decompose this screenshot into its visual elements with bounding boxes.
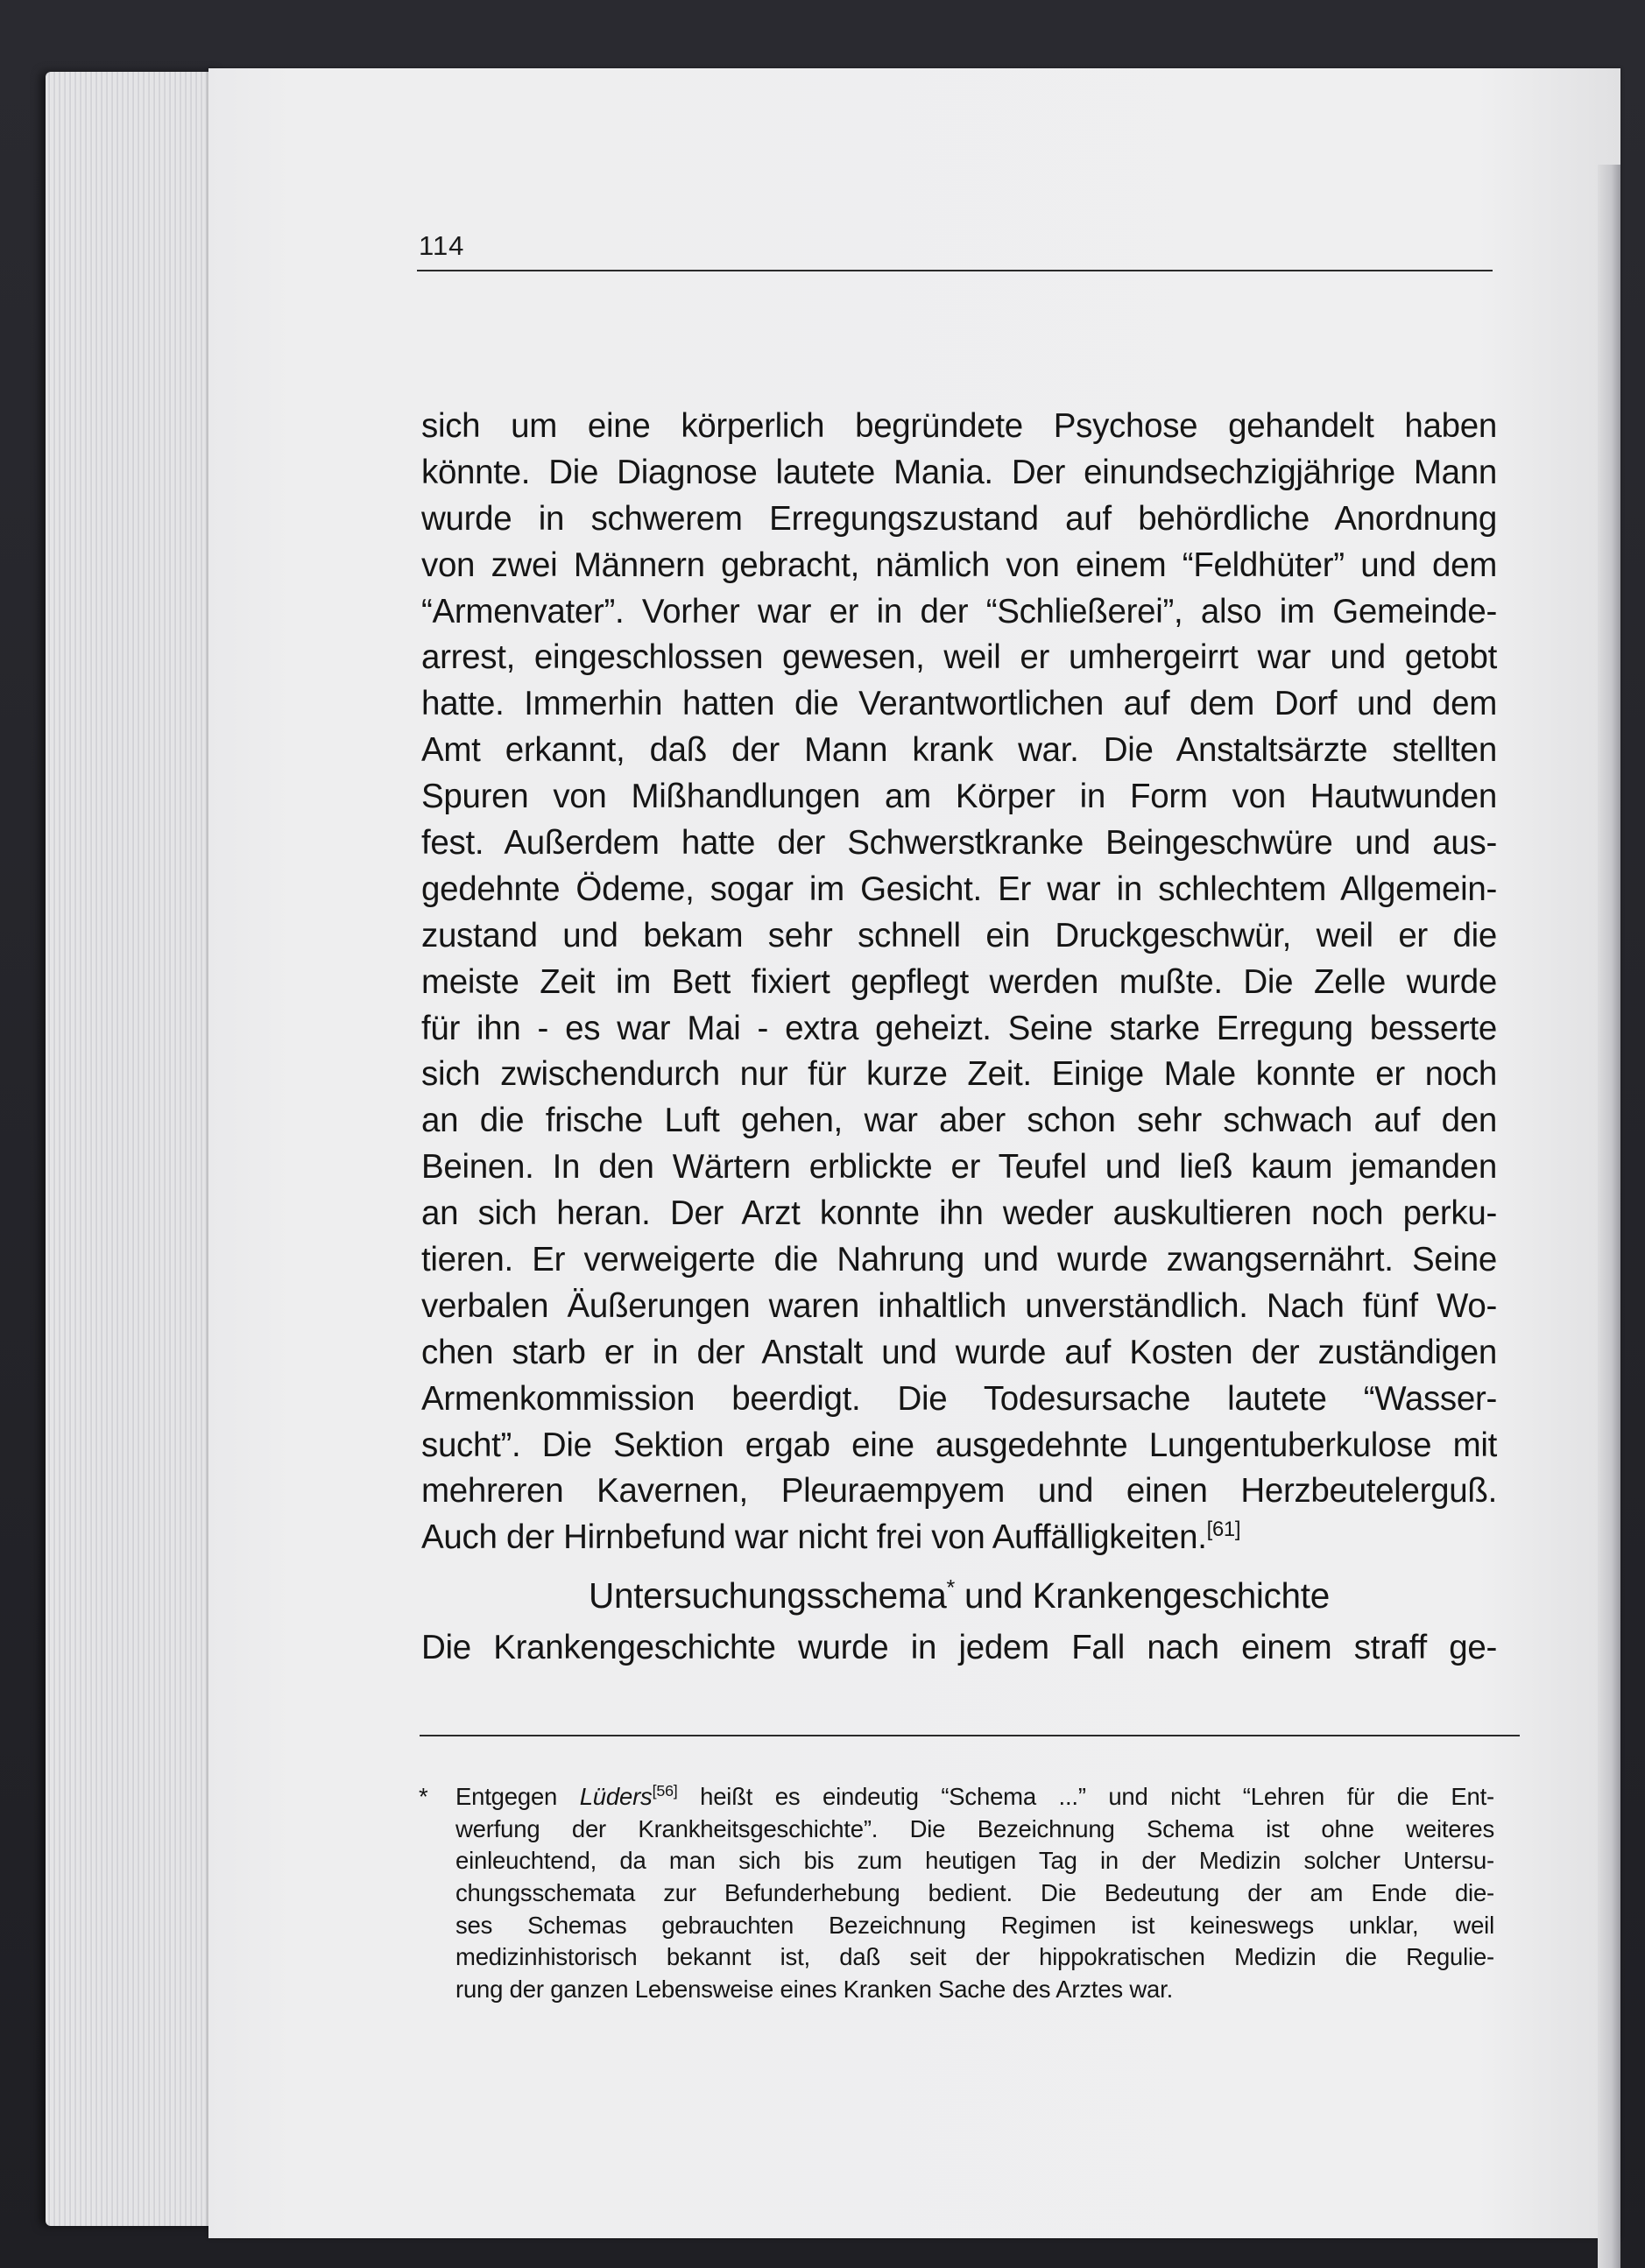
section-heading-part1: Untersuchungsschema	[589, 1575, 947, 1616]
text-line: von zwei Männern gebracht, nämlich von einem “Feldhüter” und dem	[421, 546, 1497, 584]
footnote-line: ses Schemas gebrauchten Bezeichnung Regimen ist keineswegs unklar, weil	[455, 1911, 1494, 1939]
footnote-line	[419, 1781, 1494, 1814]
reference-marker: [56]	[652, 1781, 678, 1800]
book-page	[208, 68, 1620, 2238]
footnote	[419, 1781, 1494, 2006]
text-line-last-content: Auch der Hirnbefund war nicht frei von Auffälligkeiten.	[421, 1518, 1207, 1557]
text-line: an sich heran. Der Arzt konnte ihn weder auskultieren noch perku-	[421, 1194, 1497, 1233]
text-line: Die Krankengeschichte wurde in jedem Fall nach einem straff ge-	[421, 1629, 1497, 1667]
footnote-mark: *	[419, 1783, 428, 1810]
header-rule	[417, 270, 1493, 271]
text-line: hatte. Immerhin hatten die Verantwortlichen auf dem Dorf und dem	[421, 685, 1497, 723]
text-line: an die frische Luft gehen, war aber schon sehr schwach auf den	[421, 1102, 1497, 1140]
text-line: “Armenvater”. Vorher war er in der “Schließerei”, also im Gemeinde-	[421, 592, 1497, 630]
paragraph	[421, 404, 1497, 1561]
text-line: sich um eine körperlich begründete Psychose gehandelt haben	[421, 407, 1497, 445]
text-line: Spuren von Mißhandlungen am Körper in Form von Hautwunden	[421, 778, 1497, 816]
footnote-line: werfung der Krankheitsgeschichte”. Die Bezeichnung Schema ist ohne weiteres	[455, 1814, 1494, 1842]
text-line: fest. Außerdem hatte der Schwerstkranke Beingeschwüre und aus-	[421, 824, 1497, 863]
text-line: sich zwischendurch nur für kurze Zeit. Einige Male konnte er noch	[421, 1055, 1497, 1094]
footnote-rule	[420, 1735, 1520, 1736]
footnote-line-last: rung der ganzen Lebensweise eines Kranken Sache des Arztes war.	[455, 1976, 1174, 2004]
text-line: verbalen Äußerungen waren inhaltlich unverständlich. Nach fünf Wo-	[421, 1286, 1497, 1325]
page-edges	[46, 72, 221, 2226]
page-number: 114	[419, 230, 465, 261]
text-line: arrest, eingeschlossen gewesen, weil er umhergeirrt war und getobt	[421, 638, 1497, 677]
section-heading-part2: und Krankengeschichte	[955, 1575, 1330, 1616]
footnote-line: chungsschemata zur Befunderhebung bedient. Die Bedeutung der am Ende die-	[455, 1879, 1494, 1907]
text-line: wurde in schwerem Erregungszustand auf behördliche Anordnung	[421, 499, 1497, 538]
page-curl	[1598, 165, 1620, 2268]
section-heading	[421, 1567, 1497, 1625]
footnote-text: Entgegen	[455, 1783, 580, 1810]
reference-marker: [61]	[1206, 1518, 1241, 1542]
text-line: sucht”. Die Sektion ergab eine ausgedehnte Lungentuberkulose mit	[421, 1426, 1497, 1464]
text-line-last	[421, 1515, 1497, 1561]
text-line: mehreren Kavernen, Pleuraempyem und einen Herzbeutelerguß.	[421, 1472, 1497, 1511]
text-line: könnte. Die Diagnose lautete Mania. Der einundsechzigjährige Mann	[421, 453, 1497, 491]
text-line: zustand und bekam sehr schnell ein Druckgeschwür, weil er die	[421, 916, 1497, 954]
text-line: chen starb er in der Anstalt und wurde auf Kosten der zuständigen	[421, 1333, 1497, 1371]
footnote-text: heißt es eindeutig “Schema ...” und nicht “Lehren für die Ent-	[677, 1783, 1494, 1810]
footnote-marker: *	[946, 1575, 956, 1601]
text-line: Amt erkannt, daß der Mann krank war. Die Anstaltsärzte stellten	[421, 731, 1497, 770]
text-line: gedehnte Ödeme, sogar im Gesicht. Er war in schlechtem Allgemein-	[421, 870, 1497, 908]
text-line: für ihn - es war Mai - extra geheizt. Seine starke Erregung besserte	[421, 1009, 1497, 1047]
main-text	[421, 404, 1497, 1672]
text-line: meiste Zeit im Bett fixiert gepflegt werden mußte. Die Zelle wurde	[421, 962, 1497, 1001]
text-line: Armenkommission beerdigt. Die Todesursache lautete “Wasser-	[421, 1379, 1497, 1418]
author-name: Lüders	[579, 1783, 653, 1810]
footnote-line: einleuchtend, da man sich bis zum heutigen Tag in der Medizin solcher Untersu-	[455, 1847, 1494, 1875]
text-line: tieren. Er verweigerte die Nahrung und wurde zwangsernährt. Seine	[421, 1241, 1497, 1279]
footnote-line: medizinhistorisch bekannt ist, daß seit der hippokratischen Medizin die Regulie-	[455, 1943, 1494, 1971]
text-line: Beinen. In den Wärtern erblickte er Teufel und ließ kaum jemanden	[421, 1148, 1497, 1187]
